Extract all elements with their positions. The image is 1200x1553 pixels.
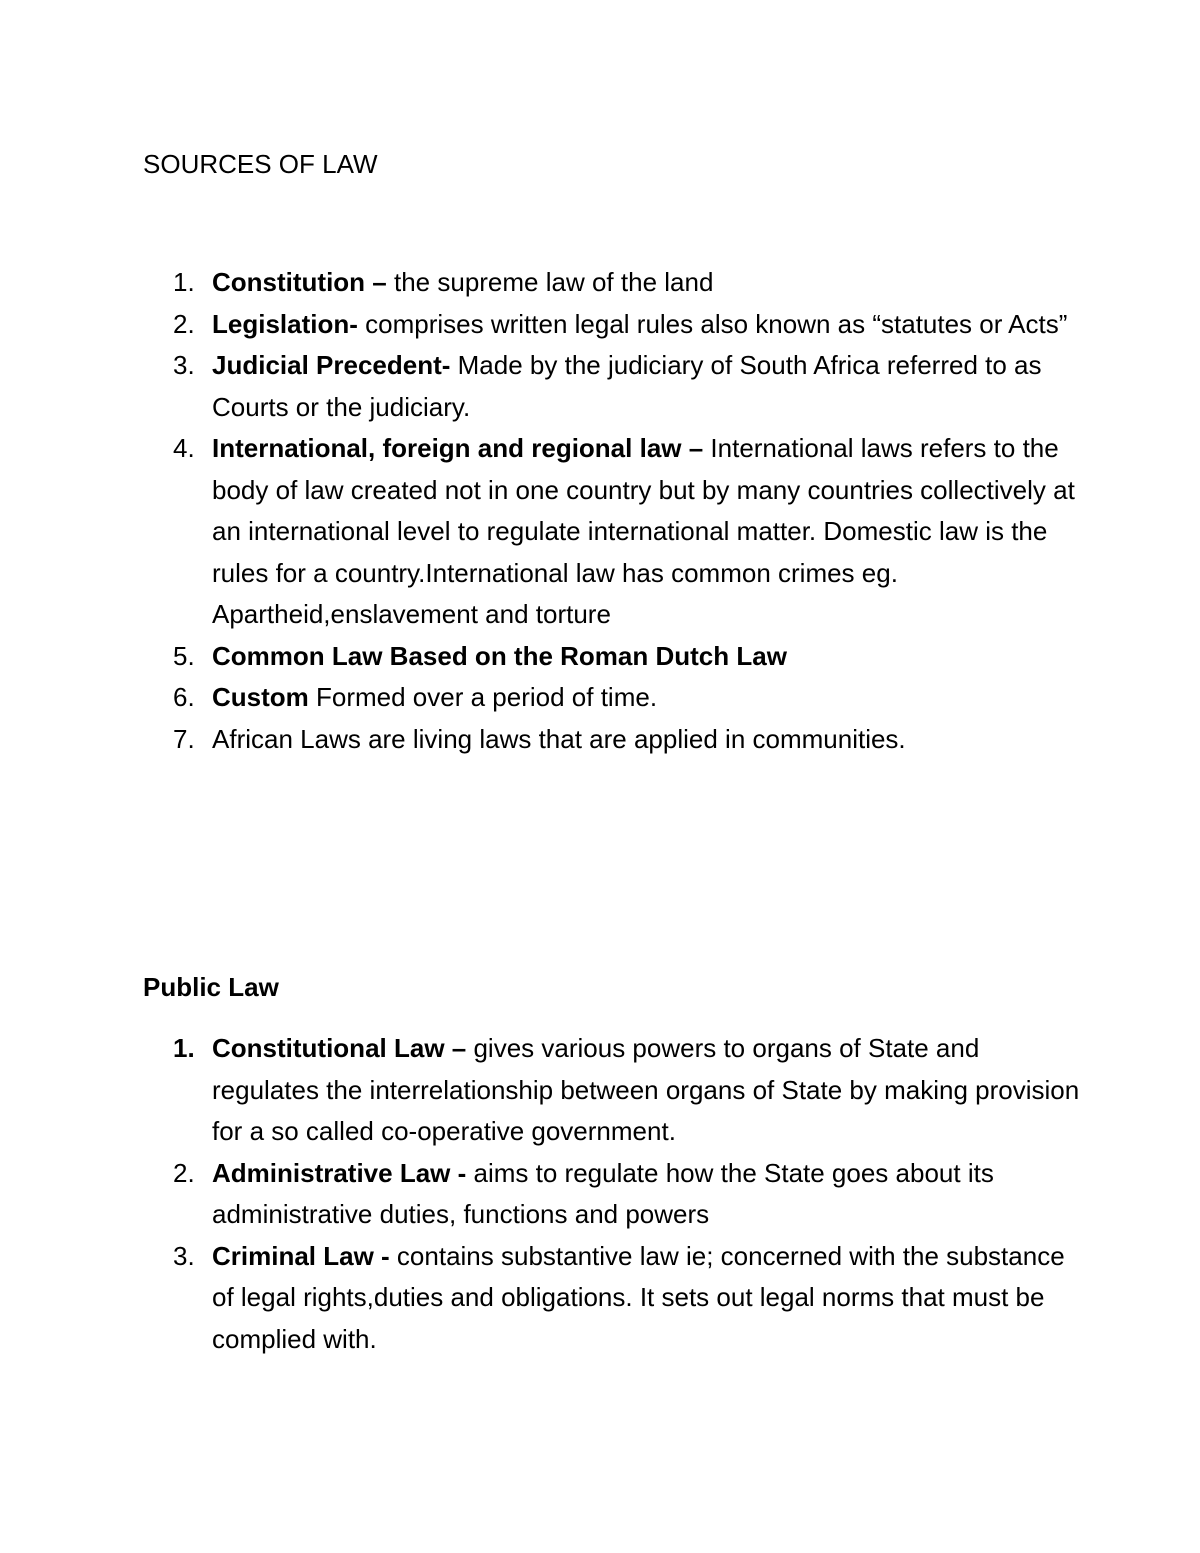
- list-number: 3.: [173, 1240, 195, 1271]
- list-number: 5.: [173, 640, 195, 671]
- list-item: [0, 1153, 1200, 1236]
- public-law-heading: Public Law: [143, 972, 279, 1002]
- sources-of-law-list: [0, 262, 1200, 760]
- list-item-description: International laws refers to the body of law created not in one country but by many countries collectively at an international level to regulate international matter. Domestic law is the rules for a country.International law has common crimes eg. Apartheid,enslavement and torture: [212, 433, 1075, 629]
- list-item-description: gives various powers to organs of State and regulates the interrelationship between organs of State by making provision for a so called co-operative government.: [212, 1033, 1080, 1146]
- list-item-term: Judicial Precedent-: [212, 350, 451, 380]
- list-item-term: Common Law Based on the Roman Dutch Law: [212, 640, 787, 671]
- list-item-term: Legislation-: [212, 308, 358, 339]
- list-number: 6.: [173, 682, 195, 712]
- list-number: 7.: [173, 723, 195, 754]
- list-item: [0, 1236, 1200, 1361]
- list-item: [0, 262, 1200, 304]
- list-item: [0, 719, 1200, 761]
- list-item: [0, 636, 1200, 678]
- public-law-list: [0, 1028, 1200, 1360]
- list-item-description: contains substantive law ie; concerned with the substance of legal rights,duties and obligations. It sets out legal norms that must be complied with.: [212, 1240, 1065, 1354]
- list-number: 1.: [173, 267, 195, 297]
- list-item-term: Constitutional Law –: [212, 1033, 467, 1063]
- list-item-description: Made by the judiciary of South Africa referred to as Courts or the judiciary.: [212, 350, 1042, 422]
- list-item: [0, 304, 1200, 346]
- list-number: 3.: [173, 350, 195, 380]
- list-item: [0, 1028, 1200, 1153]
- list-item-description: comprises written legal rules also known as “statutes or Acts”: [357, 308, 1068, 339]
- list-number: 2.: [173, 308, 195, 339]
- list-item: [0, 345, 1200, 428]
- sources-of-law-heading: SOURCES OF LAW: [143, 149, 378, 179]
- list-item: [0, 428, 1200, 636]
- list-item-description: the supreme law of the land: [386, 267, 714, 297]
- list-item-description: African Laws are living laws that are applied in communities.: [212, 723, 906, 754]
- list-item-description: aims to regulate how the State goes about its administrative duties, functions and powers: [212, 1157, 994, 1229]
- list-item-term: International, foreign and regional law –: [212, 433, 704, 463]
- list-item-term: Criminal Law -: [212, 1240, 390, 1271]
- list-item: [0, 677, 1200, 719]
- list-item-term: Constitution –: [212, 267, 387, 297]
- list-item-term: Administrative Law -: [212, 1157, 467, 1188]
- list-number: 2.: [173, 1157, 195, 1188]
- list-number: 1.: [173, 1033, 195, 1063]
- list-item-description: Formed over a period of time.: [308, 682, 658, 712]
- list-item-term: Custom: [212, 682, 309, 712]
- list-number: 4.: [173, 433, 195, 463]
